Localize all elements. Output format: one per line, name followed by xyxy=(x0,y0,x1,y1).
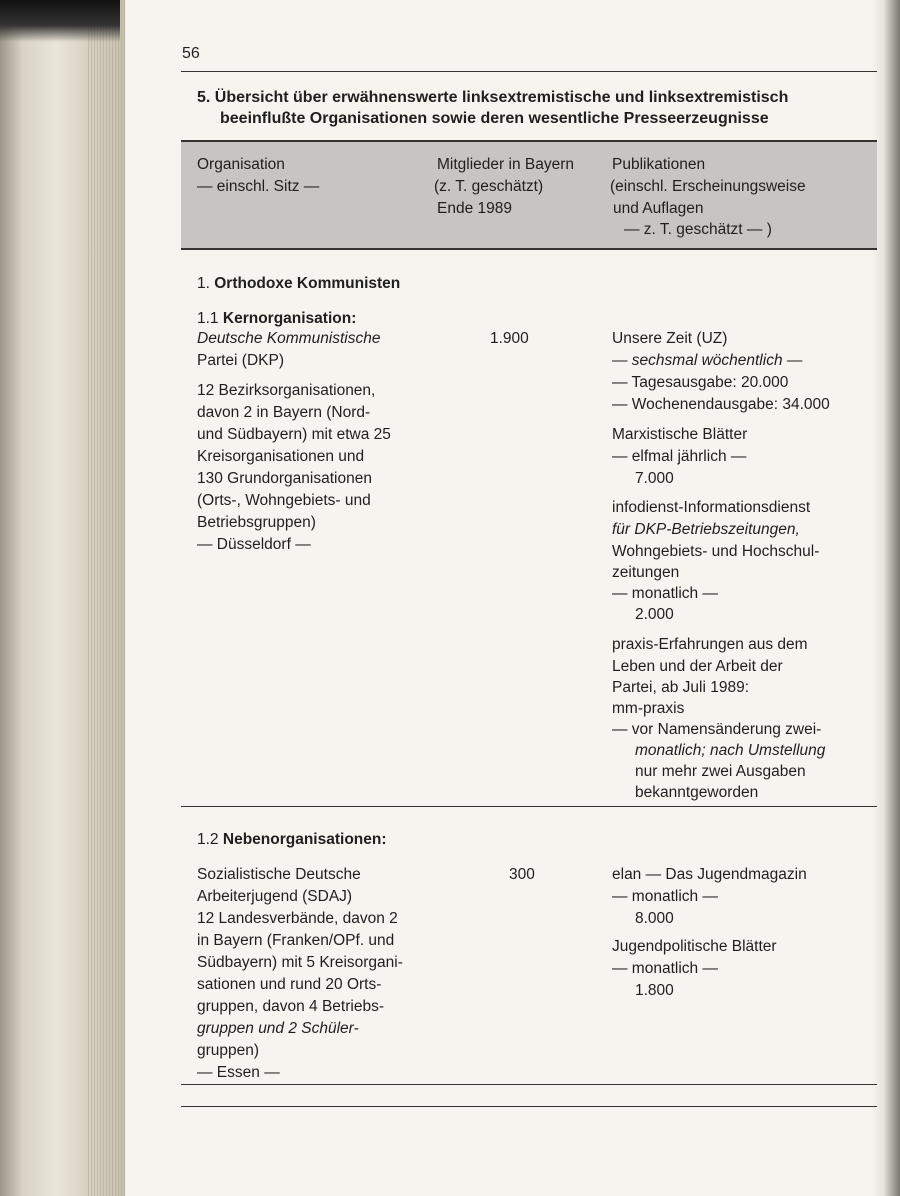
subgroup-number: 1.1 xyxy=(197,310,219,327)
org-line: Arbeiterjugend (SDAJ) xyxy=(197,888,353,905)
members-count: 1.900 xyxy=(490,330,529,347)
group-heading-number: 1. xyxy=(197,275,210,292)
subgroup-text: Nebenorganisationen: xyxy=(222,831,387,848)
header-col-members-1: Mitglieder in Bayern xyxy=(437,156,574,173)
header-col-organisation-1: Organisation xyxy=(197,156,285,173)
org-detail-line: (Orts-, Wohngebiets- und xyxy=(197,492,371,509)
publication-line: infodienst-Informationsdienst xyxy=(612,499,811,516)
section-divider xyxy=(181,806,877,807)
group-heading-text: Orthodoxe Kommunisten xyxy=(214,275,401,292)
org-detail-line: davon 2 in Bayern (Nord- xyxy=(197,404,371,421)
publication-line: — Tagesausgabe: 20.000 xyxy=(612,374,789,391)
publication-line: Jugendpolitische Blätter xyxy=(612,938,777,955)
subgroup-heading-2 xyxy=(197,829,387,850)
publication-line: — vor Namensänderung zwei- xyxy=(612,721,822,738)
org-detail-line: 130 Grundorganisationen xyxy=(197,470,372,487)
header-col-publications-4: — z. T. geschätzt — ) xyxy=(624,221,772,238)
subgroup-text: Kernorganisation: xyxy=(222,310,357,327)
section-title-line-2: beeinflußte Organisationen sowie deren wesentliche Presseerzeugnisse xyxy=(220,110,769,127)
subgroup-number: 1.2 xyxy=(197,831,219,848)
publication-line: monatlich; nach Umstellung xyxy=(635,742,826,759)
publication-line: mm-praxis xyxy=(612,700,685,717)
publication-line: Marxistische Blätter xyxy=(612,426,748,443)
org-detail-line: Kreisorganisationen und xyxy=(197,448,365,465)
publication-line: 1.800 xyxy=(635,982,674,999)
header-col-members-2: (z. T. geschätzt) xyxy=(434,178,544,195)
page-edges xyxy=(88,0,126,1196)
org-line: Sozialistische Deutsche xyxy=(197,866,361,883)
org-line: — Essen — xyxy=(197,1064,280,1081)
top-rule xyxy=(181,71,877,72)
publication-line: zeitungen xyxy=(612,564,680,581)
publication-line: 8.000 xyxy=(635,910,674,927)
header-col-publications-1: Publikationen xyxy=(612,156,706,173)
org-line: 12 Landesverbände, davon 2 xyxy=(197,910,398,927)
bottom-rule-1 xyxy=(181,1084,877,1085)
publication-line: bekanntgeworden xyxy=(635,784,759,801)
org-detail-line: 12 Bezirksorganisationen, xyxy=(197,382,376,399)
publication-line: elan — Das Jugendmagazin xyxy=(612,866,807,883)
publication-line: 7.000 xyxy=(635,470,674,487)
org-detail-line: und Südbayern) mit etwa 25 xyxy=(197,426,391,443)
publication-line: praxis-Erfahrungen aus dem xyxy=(612,636,808,653)
publication-line: — sechsmal wöchentlich — xyxy=(612,352,803,369)
bottom-rule-2 xyxy=(181,1106,877,1107)
publication-line: Wohngebiets- und Hochschul- xyxy=(612,543,820,560)
header-col-members-3: Ende 1989 xyxy=(437,200,512,217)
org-line: sationen und rund 20 Orts- xyxy=(197,976,382,993)
section-title-line-1: 5. Übersicht über erwähnenswerte linksextremistische und linksextremistisch xyxy=(197,89,789,106)
section-title xyxy=(197,87,857,129)
org-line: in Bayern (Franken/OPf. und xyxy=(197,932,395,949)
org-line: gruppen) xyxy=(197,1042,260,1059)
publication-line: 2.000 xyxy=(635,606,674,623)
publication-line: — Wochenendausgabe: 34.000 xyxy=(612,396,830,413)
header-col-organisation-2: — einschl. Sitz — xyxy=(197,178,320,195)
publication-line: — monatlich — xyxy=(612,585,718,602)
publication-line: nur mehr zwei Ausgaben xyxy=(635,763,806,780)
publication-line: Partei, ab Juli 1989: xyxy=(612,679,750,696)
org-detail-line: Betriebsgruppen) xyxy=(197,514,316,531)
scan-corner-shadow xyxy=(0,0,120,42)
publication-line: — elfmal jährlich — xyxy=(612,448,747,465)
publication-line: — monatlich — xyxy=(612,960,718,977)
group-heading xyxy=(197,273,400,294)
publication-line: Unsere Zeit (UZ) xyxy=(612,330,728,347)
header-bottom-rule xyxy=(181,248,877,250)
publication-line: für DKP-Betriebszeitungen, xyxy=(612,521,800,538)
publication-line: Leben und der Arbeit der xyxy=(612,658,783,675)
subgroup-heading-1 xyxy=(197,308,356,329)
header-col-publications-3: und Auflagen xyxy=(613,200,704,217)
org-line: gruppen, davon 4 Betriebs- xyxy=(197,998,384,1015)
header-col-publications-2: (einschl. Erscheinungsweise xyxy=(610,178,806,195)
members-count: 300 xyxy=(509,866,535,883)
org-detail-line: — Düsseldorf — xyxy=(197,536,311,553)
org-name-line: Partei (DKP) xyxy=(197,352,284,369)
header-top-rule xyxy=(181,140,877,142)
org-line: Südbayern) mit 5 Kreisorgani- xyxy=(197,954,403,971)
publication-line: — monatlich — xyxy=(612,888,718,905)
page-number: 56 xyxy=(182,45,200,62)
org-line: gruppen und 2 Schüler- xyxy=(197,1020,359,1037)
org-name-line: Deutsche Kommunistische xyxy=(197,330,381,347)
